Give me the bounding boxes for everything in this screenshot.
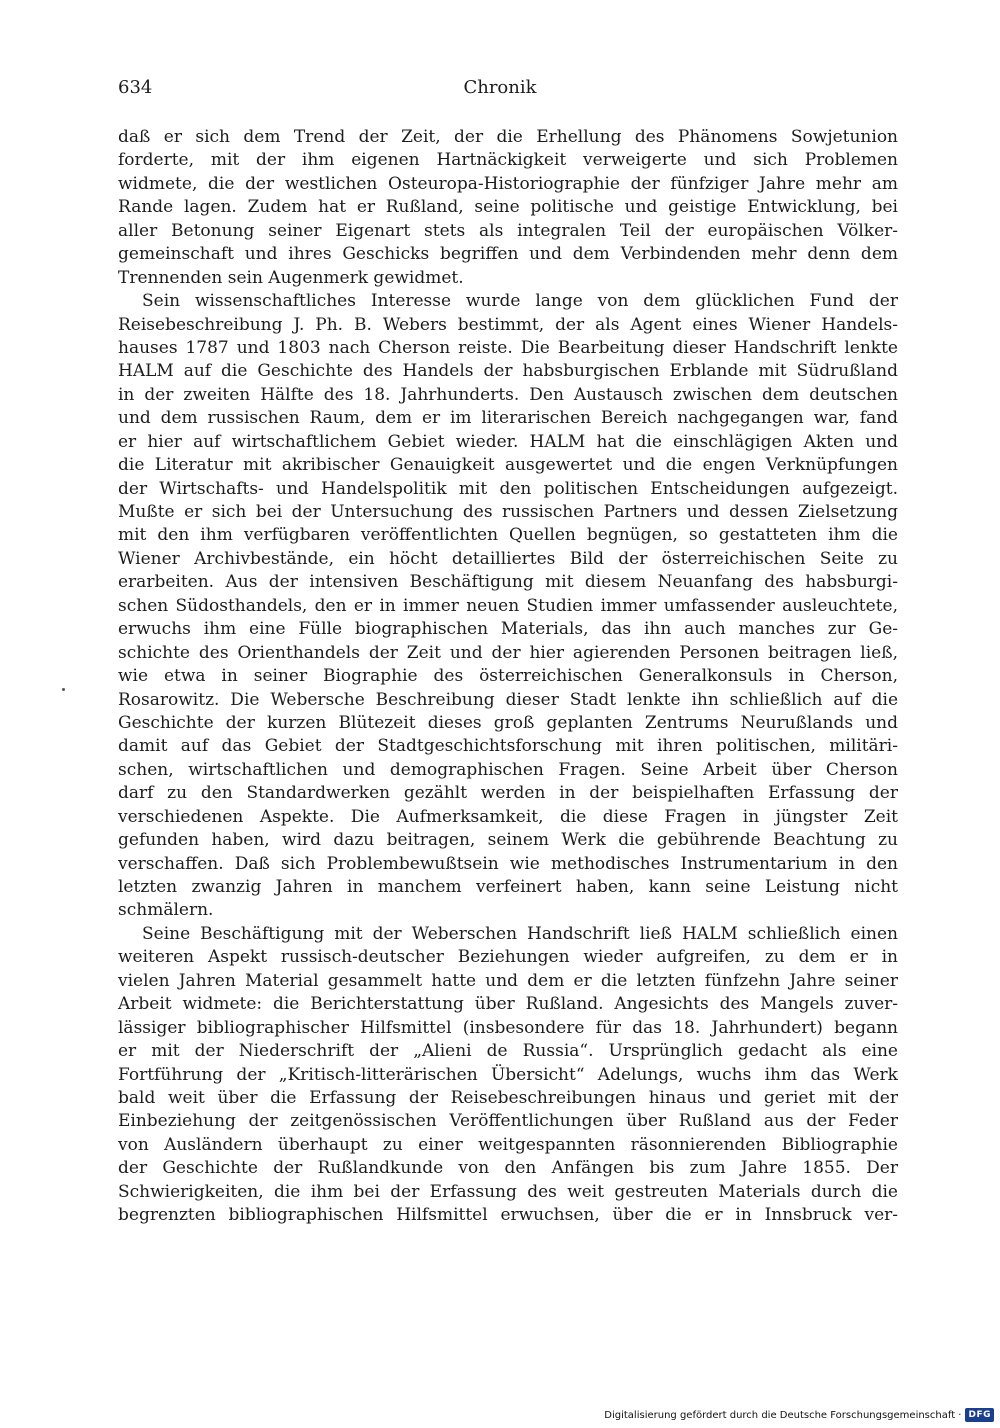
text-line: erwuchs ihm eine Fülle biographischen Materials, das ihn auch manches zur Ge- xyxy=(118,619,898,640)
text-line: Rande lagen. Zudem hat er Rußland, seine politische und geistige Entwicklung, bei xyxy=(118,197,898,218)
text-line: bald weit über die Erfassung der Reisebeschreibungen hinaus und geriet mit der xyxy=(118,1087,898,1108)
text-line: lässiger bibliographischer Hilfsmittel (insbesondere für das 18. Jahrhundert) begann xyxy=(118,1017,898,1038)
text-line: Fortführung der „Kritisch-litterärischen Übersicht“ Adelungs, wuchs ihm das Werk xyxy=(118,1064,898,1085)
text-line: Wiener Archivbestände, ein höcht detailliertes Bild der österreichischen Seite zu xyxy=(118,548,898,569)
text-line: Reisebeschreibung J. Ph. B. Webers bestimmt, der als Agent eines Wiener Handels- xyxy=(118,314,898,335)
text-line: gefunden haben, wird dazu beitragen, seinem Werk die gebührende Beachtung zu xyxy=(118,830,898,851)
scan-speck xyxy=(62,688,65,691)
text-line: er hier auf wirtschaftlichem Gebiet wieder. HALM hat die einschlägigen Akten und xyxy=(118,431,898,452)
text-line: verschaffen. Daß sich Problembewußtsein wie methodisches Instrumentarium in den xyxy=(118,853,898,874)
text-line: Geschichte der kurzen Blütezeit dieses groß geplanten Zentrums Neurußlands und xyxy=(118,712,898,733)
text-line: der Geschichte der Rußlandkunde von den Anfängen bis zum Jahre 1855. Der xyxy=(118,1158,898,1179)
text-line: daß er sich dem Trend der Zeit, der die Erhellung des Phänomens Sowjetunion xyxy=(118,127,898,147)
digitization-footer xyxy=(604,1406,994,1424)
text-line: hauses 1787 und 1803 nach Cherson reiste. Die Bearbeitung dieser Handschrift lenkte xyxy=(118,337,898,358)
text-line: gemeinschaft und ihres Geschicks begriffen und dem Verbindenden mehr denn dem xyxy=(118,244,898,265)
dfg-logo: DFG xyxy=(965,1408,994,1422)
text-line: von Ausländern überhaupt zu einer weitgespannten räsonnierenden Bibliographie xyxy=(118,1134,898,1155)
funding-note: Digitalisierung gefördert durch die Deutsche Forschungsgemeinschaft · xyxy=(604,1409,962,1421)
text-line: schichte des Orienthandels der Zeit und der hier agierenden Personen beitragen ließ, xyxy=(118,642,898,663)
body-text xyxy=(118,126,898,1228)
text-line: Mußte er sich bei der Untersuchung des russischen Partners und dessen Zielsetzung xyxy=(118,502,898,522)
text-line: mit den ihm verfügbaren veröffentlichten Quellen begnügen, so gestatteten ihm die xyxy=(118,525,898,546)
text-line: HALM auf die Geschichte des Handels der habsburgischen Erblande mit Südrußland xyxy=(118,361,898,382)
text-line: weiteren Aspekt russisch-deutscher Beziehungen wieder aufgreifen, zu dem er in xyxy=(118,947,898,968)
text-line: letzten zwanzig Jahren in manchem verfeinert haben, kann seine Leistung nicht xyxy=(118,877,898,897)
text-line: erarbeiten. Aus der intensiven Beschäftigung mit diesem Neuanfang des habsburgi- xyxy=(118,572,898,593)
text-line: widmete, die der westlichen Osteuropa-Historiographie der fünfziger Jahre mehr am xyxy=(118,173,898,194)
text-line: Einbeziehung der zeitgenössischen Veröffentlichungen über Rußland aus der Feder xyxy=(118,1111,898,1132)
text-line: Seine Beschäftigung mit der Weberschen Handschrift ließ HALM schließlich einen xyxy=(142,923,898,944)
text-line: Sein wissenschaftliches Interesse wurde lange von dem glücklichen Fund der xyxy=(142,291,898,312)
text-line: die Literatur mit akribischer Genauigkeit ausgewertet und die engen Verknüpfungen xyxy=(118,455,898,476)
text-line: schmälern. xyxy=(118,900,214,921)
text-line: er mit der Niederschrift der „Alieni de Russia“. Ursprünglich gedacht als eine xyxy=(118,1041,898,1062)
text-line: der Wirtschafts- und Handelspolitik mit den politischen Entscheidungen aufgezeigt. xyxy=(118,478,898,499)
text-line: schen, wirtschaftlichen und demographischen Fragen. Seine Arbeit über Cherson xyxy=(118,759,898,780)
text-line: Trennenden sein Augenmerk gewidmet. xyxy=(118,267,464,288)
text-line: und dem russischen Raum, dem er im literarischen Bereich nachgegangen war, fand xyxy=(118,408,898,429)
page-number: 634 xyxy=(118,77,153,98)
text-line: begrenzten bibliographischen Hilfsmittel erwuchsen, über die er in Innsbruck ver- xyxy=(118,1205,898,1226)
text-line: darf zu den Standardwerken gezählt werden in der beispielhaften Erfassung der xyxy=(118,783,898,804)
text-line: wie etwa in seiner Biographie des österreichischen Generalkonsuls in Cherson, xyxy=(118,666,898,687)
text-line: Arbeit widmete: die Berichterstattung über Rußland. Angesichts des Mangels zuver- xyxy=(118,994,898,1015)
text-line: in der zweiten Hälfte des 18. Jahrhunderts. Den Austausch zwischen dem deutschen xyxy=(118,384,898,405)
text-line: damit auf das Gebiet der Stadtgeschichtsforschung mit ihren politischen, militäri- xyxy=(118,736,898,757)
text-line: aller Betonung seiner Eigenart stets als integralen Teil der europäischen Völker- xyxy=(118,220,898,241)
text-line: Rosarowitz. Die Webersche Beschreibung dieser Stadt lenkte ihn schließlich auf die xyxy=(118,689,898,710)
text-line: schen Südosthandels, den er in immer neuen Studien immer umfassender ausleuchtete, xyxy=(118,595,898,616)
running-title: Chronik xyxy=(463,77,537,98)
text-line: Schwierigkeiten, die ihm bei der Erfassung des weit gestreuten Materials durch die xyxy=(118,1181,898,1202)
text-line: vielen Jahren Material gesammelt hatte und dem er die letzten fünfzehn Jahre seiner xyxy=(118,970,898,991)
text-line: verschiedenen Aspekte. Die Aufmerksamkeit, die diese Fragen in jüngster Zeit xyxy=(118,806,898,827)
text-line: forderte, mit der ihm eigenen Hartnäckigkeit verweigerte und sich Problemen xyxy=(118,150,898,171)
